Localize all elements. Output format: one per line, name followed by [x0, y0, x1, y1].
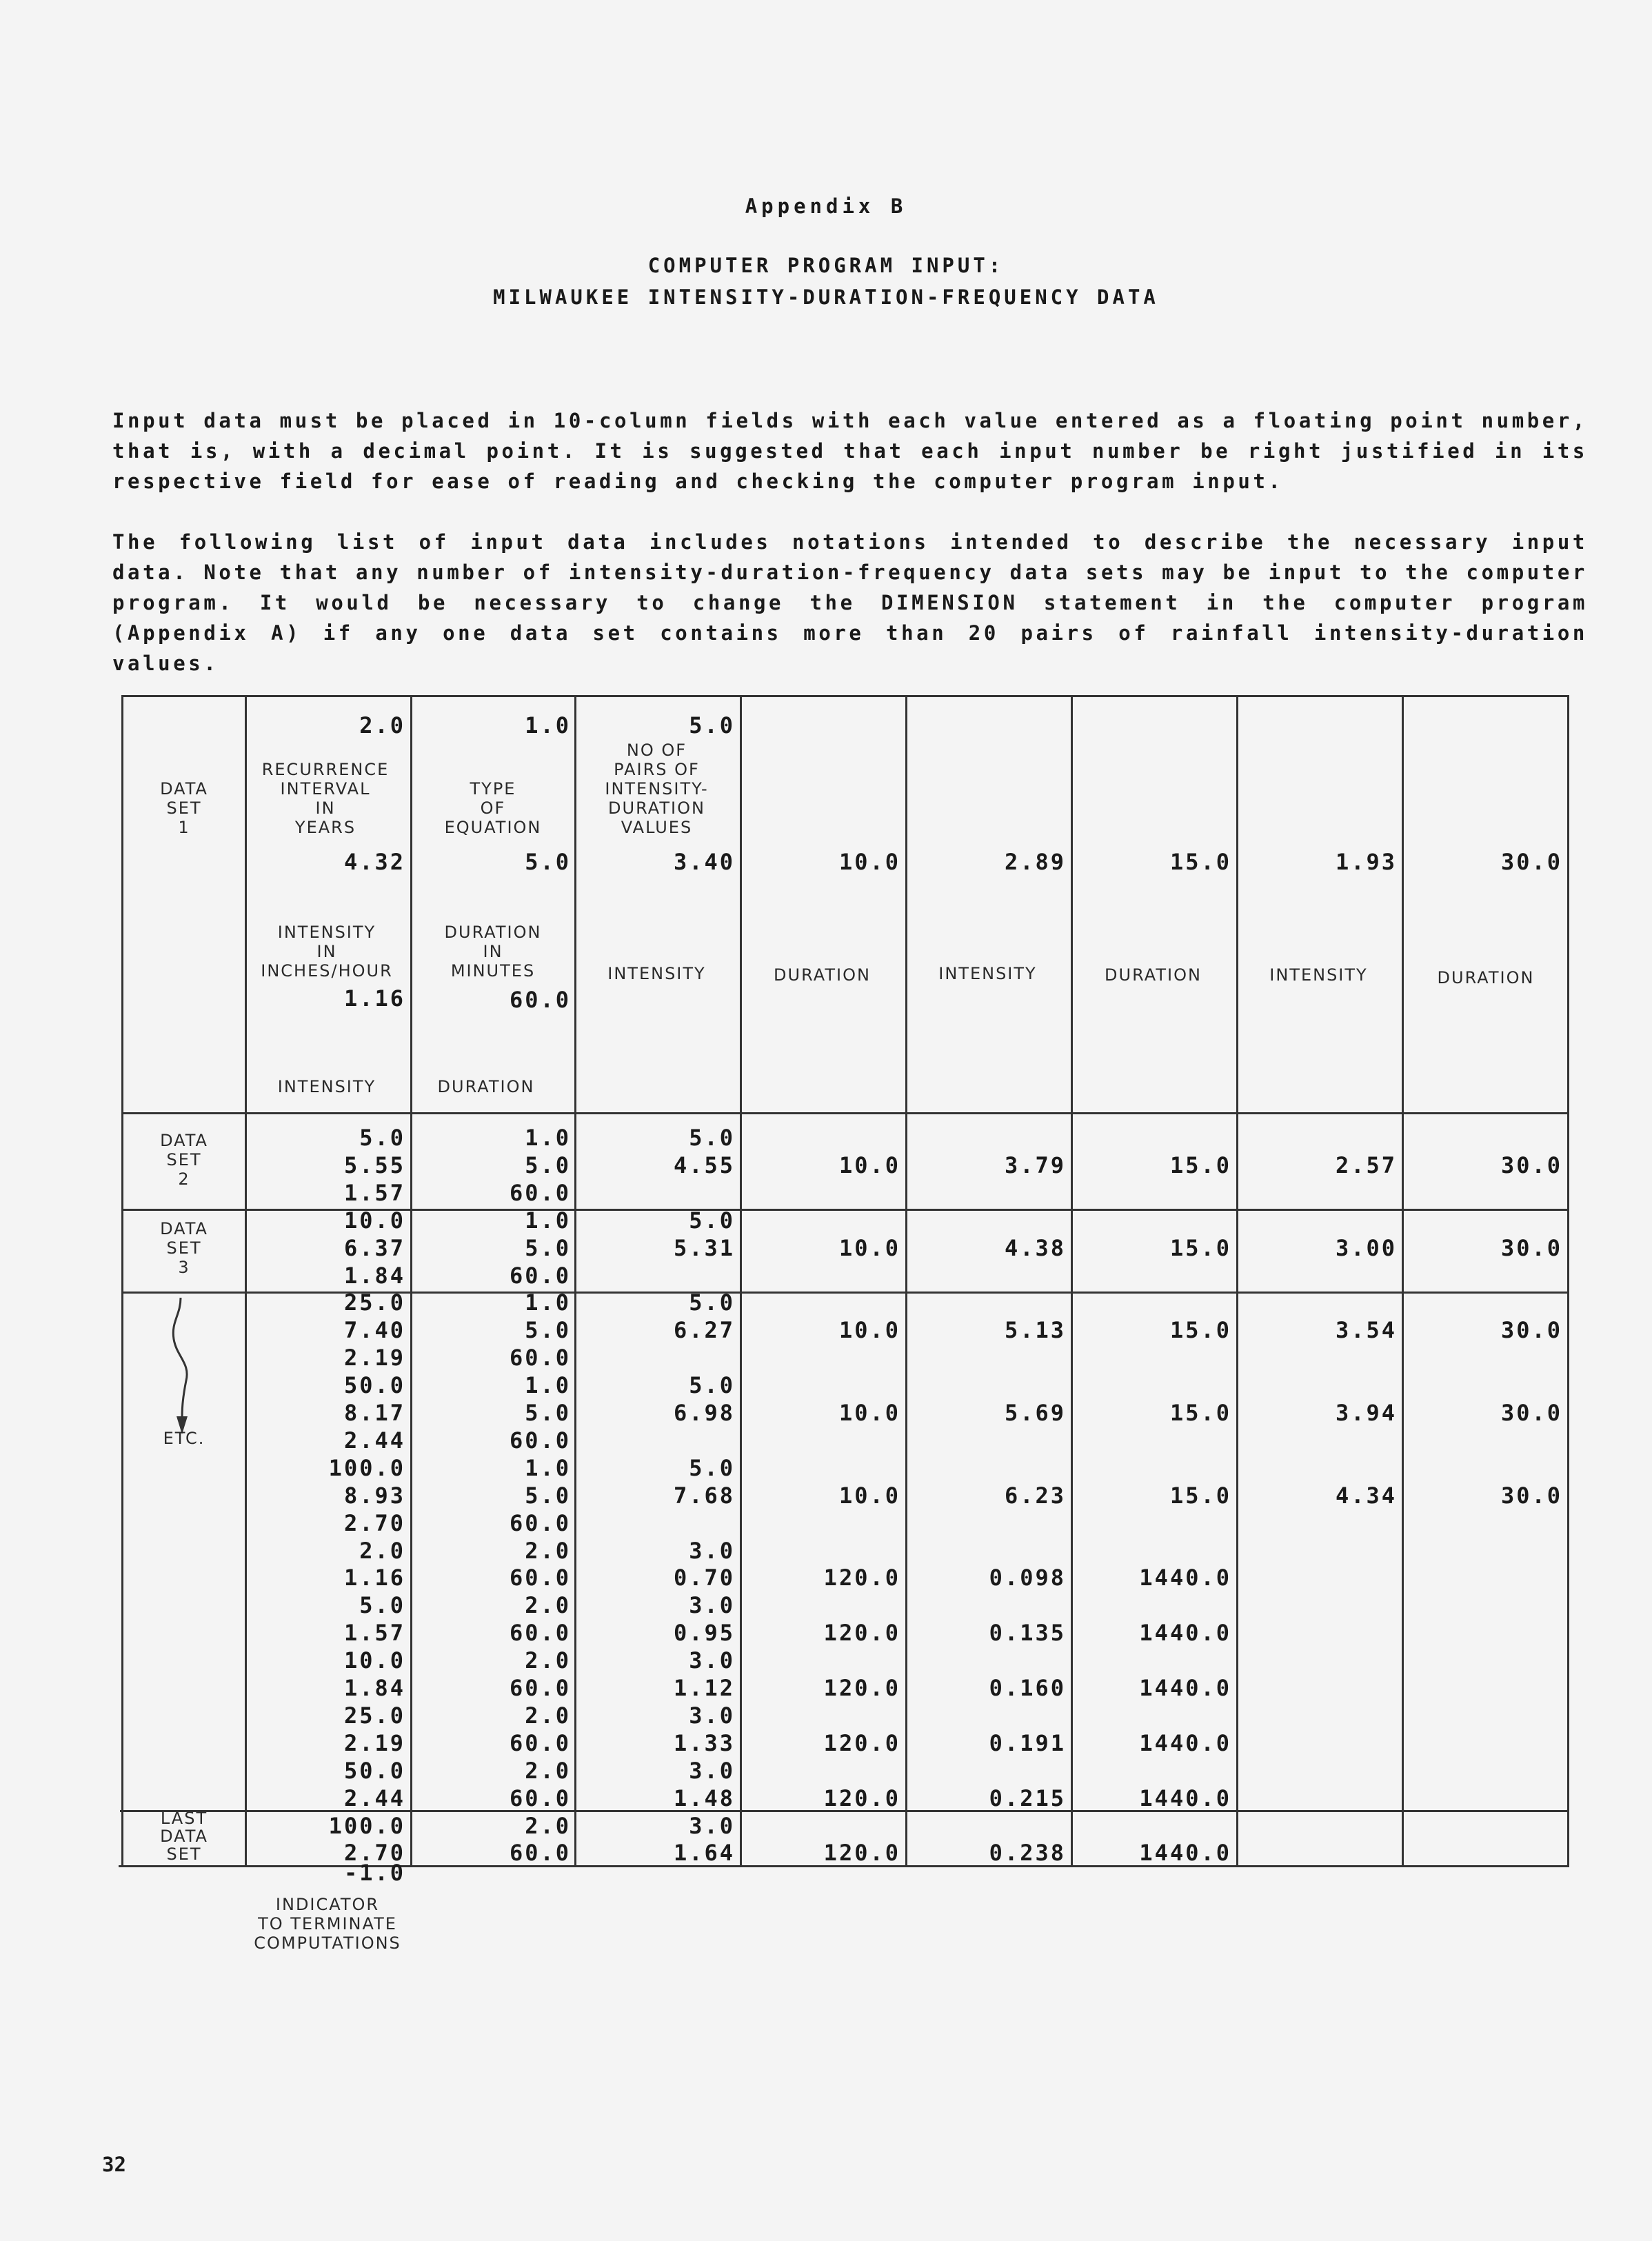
row-16-col-0: 1.16	[343, 1565, 405, 1591]
row-18-col-1: 60.0	[509, 1620, 571, 1646]
row-4-col-2: 5.31	[673, 1235, 735, 1261]
row-7-col-2: 6.27	[673, 1317, 735, 1343]
row-13-col-3: 10.0	[838, 1483, 900, 1509]
row-22-col-5: 1440.0	[1139, 1730, 1231, 1756]
row-16-col-4: 0.098	[989, 1565, 1066, 1591]
row-21-col-0: 25.0	[343, 1702, 405, 1729]
row-22-col-1: 60.0	[509, 1730, 571, 1756]
row-6-col-2: 5.0	[689, 1289, 735, 1316]
set1-duration-5: 60.0	[509, 987, 571, 1013]
row-19-col-2: 3.0	[689, 1647, 735, 1674]
set1-bottom-line	[121, 1112, 1569, 1114]
row-15-col-2: 3.0	[689, 1538, 735, 1564]
terminator-value: -1.0	[343, 1860, 405, 1886]
row-26-col-4: 0.238	[989, 1840, 1066, 1866]
row-21-col-1: 2.0	[525, 1702, 571, 1729]
row-10-col-3: 10.0	[838, 1400, 900, 1426]
row-16-col-5: 1440.0	[1139, 1565, 1231, 1591]
row-2-col-0: 1.57	[343, 1180, 405, 1206]
intensity-note-col7: INTENSITY	[1269, 965, 1368, 985]
row-19-col-1: 2.0	[525, 1647, 571, 1674]
duration-units-note: DURATION IN MINUTES	[444, 923, 542, 981]
row-24-col-1: 60.0	[509, 1785, 571, 1811]
row-26-col-3: 120.0	[823, 1840, 900, 1866]
terminator-note: INDICATOR TO TERMINATE COMPUTATIONS	[254, 1895, 401, 1953]
intensity-units-note: INTENSITY IN INCHES/HOUR	[261, 923, 393, 981]
col-line-1	[245, 695, 247, 1867]
set1-duration-2: 10.0	[838, 849, 900, 875]
row-20-col-2: 1.12	[673, 1675, 735, 1701]
equation-type-note: TYPE OF EQUATION	[444, 779, 542, 837]
row-15-col-1: 2.0	[525, 1538, 571, 1564]
set1-intensity-3: 2.89	[1004, 849, 1066, 875]
table-top-border	[123, 695, 1569, 697]
row-13-col-2: 7.68	[673, 1483, 735, 1509]
recurrence-interval-note: RECURRENCE INTERVAL IN YEARS	[261, 760, 390, 837]
row-20-col-4: 0.160	[989, 1675, 1066, 1701]
row-21-col-2: 3.0	[689, 1702, 735, 1729]
row-17-col-0: 5.0	[359, 1592, 405, 1618]
row-18-col-0: 1.57	[343, 1620, 405, 1646]
duration-note-col4: DURATION	[774, 965, 871, 985]
col-line-7	[1236, 695, 1238, 1867]
row-18-col-5: 1440.0	[1139, 1620, 1231, 1646]
row-12-col-1: 1.0	[525, 1455, 571, 1481]
set1-intensity-5: 1.16	[343, 985, 405, 1012]
set1-pair-count: 5.0	[689, 712, 735, 738]
row-13-col-5: 15.0	[1169, 1483, 1231, 1509]
title-line-2: MILWAUKEE INTENSITY-DURATION-FREQUENCY DATA	[493, 285, 1159, 309]
row-14-col-0: 2.70	[343, 1510, 405, 1536]
row-24-col-4: 0.215	[989, 1785, 1066, 1811]
row-15-col-0: 2.0	[359, 1538, 405, 1564]
row-17-col-2: 3.0	[689, 1592, 735, 1618]
row-5-col-0: 1.84	[343, 1263, 405, 1289]
row-24-col-2: 1.48	[673, 1785, 735, 1811]
duration-note-col8: DURATION	[1437, 968, 1535, 987]
data-set-3-label: DATA SET 3	[160, 1219, 208, 1277]
pairs-count-note: NO OF PAIRS OF INTENSITY- DURATION VALUES	[605, 741, 709, 837]
row-5-col-1: 60.0	[509, 1263, 571, 1289]
set1-duration-1: 5.0	[525, 849, 571, 875]
row-13-col-7: 30.0	[1500, 1483, 1562, 1509]
row-4-col-4: 4.38	[1004, 1235, 1066, 1261]
row-6-col-1: 1.0	[525, 1289, 571, 1316]
row-19-col-0: 10.0	[343, 1647, 405, 1674]
row-10-col-2: 6.98	[673, 1400, 735, 1426]
row-22-col-0: 2.19	[343, 1730, 405, 1756]
row-4-col-5: 15.0	[1169, 1235, 1231, 1261]
col-line-3	[574, 695, 576, 1867]
row-13-col-0: 8.93	[343, 1483, 405, 1509]
paragraph-2: The following list of input data includes notations intended to describe the necessary input data. Note that any number of intensity-duration-frequency data sets may be input to the computer program. It would be necessary to change the DIMENSION statement in the computer program (Appendix A) if any one data set contains more than 20 pairs of rainfall intensity-duration values.	[112, 530, 1588, 675]
row-25-col-1: 2.0	[525, 1813, 571, 1839]
col-line-2	[410, 695, 412, 1867]
row-11-col-1: 60.0	[509, 1427, 571, 1454]
row-20-col-0: 1.84	[343, 1675, 405, 1701]
set1-intensity-4: 1.93	[1335, 849, 1397, 875]
row-7-col-5: 15.0	[1169, 1317, 1231, 1343]
row-2-col-1: 60.0	[509, 1180, 571, 1206]
row-12-col-2: 5.0	[689, 1455, 735, 1481]
row-0-col-2: 5.0	[689, 1125, 735, 1151]
row-20-col-5: 1440.0	[1139, 1675, 1231, 1701]
row-7-col-0: 7.40	[343, 1317, 405, 1343]
row-4-col-7: 30.0	[1500, 1235, 1562, 1261]
duration-note-col2: DURATION	[437, 1077, 535, 1096]
row-7-col-1: 5.0	[525, 1317, 571, 1343]
row-14-col-1: 60.0	[509, 1510, 571, 1536]
row-3-col-1: 1.0	[525, 1207, 571, 1234]
last-data-set-label: LAST DATA SET	[160, 1809, 208, 1864]
row-22-col-3: 120.0	[823, 1730, 900, 1756]
intensity-note-col3: INTENSITY	[607, 964, 706, 983]
row-8-col-1: 60.0	[509, 1345, 571, 1371]
row-4-col-3: 10.0	[838, 1235, 900, 1261]
row-7-col-4: 5.13	[1004, 1317, 1066, 1343]
row-18-col-4: 0.135	[989, 1620, 1066, 1646]
row-6-col-0: 25.0	[343, 1289, 405, 1316]
row-4-col-0: 6.37	[343, 1235, 405, 1261]
row-0-col-0: 5.0	[359, 1125, 405, 1151]
title-line-1: COMPUTER PROGRAM INPUT:	[647, 254, 1005, 277]
row-12-col-0: 100.0	[328, 1455, 405, 1481]
data-set-2-label: DATA SET 2	[160, 1131, 208, 1189]
row-10-col-4: 5.69	[1004, 1400, 1066, 1426]
row-0-col-1: 1.0	[525, 1125, 571, 1151]
col-line-4	[740, 695, 742, 1867]
row-3-col-0: 10.0	[343, 1207, 405, 1234]
row-1-col-5: 15.0	[1169, 1152, 1231, 1178]
row-18-col-2: 0.95	[673, 1620, 735, 1646]
row-16-col-3: 120.0	[823, 1565, 900, 1591]
row-8-col-0: 2.19	[343, 1345, 405, 1371]
intensity-note-col5: INTENSITY	[938, 964, 1037, 983]
row-11-col-0: 2.44	[343, 1427, 405, 1454]
data-set-1-label: DATA SET 1	[160, 779, 208, 837]
row-7-col-6: 3.54	[1335, 1317, 1397, 1343]
set1-duration-3: 15.0	[1169, 849, 1231, 875]
row-7-col-3: 10.0	[838, 1317, 900, 1343]
row-9-col-0: 50.0	[343, 1372, 405, 1398]
row-17-col-1: 2.0	[525, 1592, 571, 1618]
row-25-col-0: 100.0	[328, 1813, 405, 1839]
row-1-col-4: 3.79	[1004, 1152, 1066, 1178]
row-23-col-2: 3.0	[689, 1758, 735, 1784]
intensity-note-col1: INTENSITY	[277, 1077, 376, 1096]
row-16-col-1: 60.0	[509, 1565, 571, 1591]
col-line-0	[121, 695, 123, 1867]
row-1-col-3: 10.0	[838, 1152, 900, 1178]
row-20-col-3: 120.0	[823, 1675, 900, 1701]
row-24-col-0: 2.44	[343, 1785, 405, 1811]
row-18-col-3: 120.0	[823, 1620, 900, 1646]
row-23-col-0: 50.0	[343, 1758, 405, 1784]
row-4-col-1: 5.0	[525, 1235, 571, 1261]
col-line-8	[1402, 695, 1404, 1867]
row-9-col-2: 5.0	[689, 1372, 735, 1398]
row-1-col-1: 5.0	[525, 1152, 571, 1178]
row-13-col-4: 6.23	[1004, 1483, 1066, 1509]
set1-equation-type: 1.0	[525, 712, 571, 738]
row-23-col-1: 2.0	[525, 1758, 571, 1784]
col-line-5	[905, 695, 907, 1867]
row-1-col-2: 4.55	[673, 1152, 735, 1178]
col-line-9	[1567, 695, 1569, 1867]
row-10-col-6: 3.94	[1335, 1400, 1397, 1426]
row-13-col-1: 5.0	[525, 1483, 571, 1509]
row-22-col-2: 1.33	[673, 1730, 735, 1756]
row-24-col-3: 120.0	[823, 1785, 900, 1811]
row-7-col-7: 30.0	[1500, 1317, 1562, 1343]
row-22-col-4: 0.191	[989, 1730, 1066, 1756]
page-number: 32	[102, 2153, 126, 2176]
row-10-col-7: 30.0	[1500, 1400, 1562, 1426]
continuation-arrow-icon	[165, 1298, 200, 1436]
row-1-col-0: 5.55	[343, 1152, 405, 1178]
row-26-col-2: 1.64	[673, 1840, 735, 1866]
row-26-col-1: 60.0	[509, 1840, 571, 1866]
row-9-col-1: 1.0	[525, 1372, 571, 1398]
set1-intensity-1: 4.32	[343, 849, 405, 875]
row-4-col-6: 3.00	[1335, 1235, 1397, 1261]
row-10-col-1: 5.0	[525, 1400, 571, 1426]
row-1-col-7: 30.0	[1500, 1152, 1562, 1178]
paragraph-1: Input data must be placed in 10-column fields with each value entered as a floating point number, that is, with a decimal point. It is suggested that each input number be right justified in its respective field for ease of reading and checking the computer program input.	[112, 409, 1588, 493]
row-10-col-5: 15.0	[1169, 1400, 1231, 1426]
row-3-col-2: 5.0	[689, 1207, 735, 1234]
row-1-col-6: 2.57	[1335, 1152, 1397, 1178]
row-26-col-5: 1440.0	[1139, 1840, 1231, 1866]
set1-duration-4: 30.0	[1500, 849, 1562, 875]
row-20-col-1: 60.0	[509, 1675, 571, 1701]
appendix-label: Appendix B	[745, 194, 907, 218]
row-13-col-6: 4.34	[1335, 1483, 1397, 1509]
set1-recurrence-interval: 2.0	[359, 712, 405, 738]
duration-note-col6: DURATION	[1105, 965, 1202, 985]
etc-label: ETC.	[163, 1429, 205, 1448]
col-line-6	[1071, 695, 1073, 1867]
row-26-col-0: 2.70	[343, 1840, 405, 1866]
row-24-col-5: 1440.0	[1139, 1785, 1231, 1811]
row-10-col-0: 8.17	[343, 1400, 405, 1426]
set1-intensity-2: 3.40	[673, 849, 735, 875]
row-16-col-2: 0.70	[673, 1565, 735, 1591]
row-25-col-2: 3.0	[689, 1813, 735, 1839]
